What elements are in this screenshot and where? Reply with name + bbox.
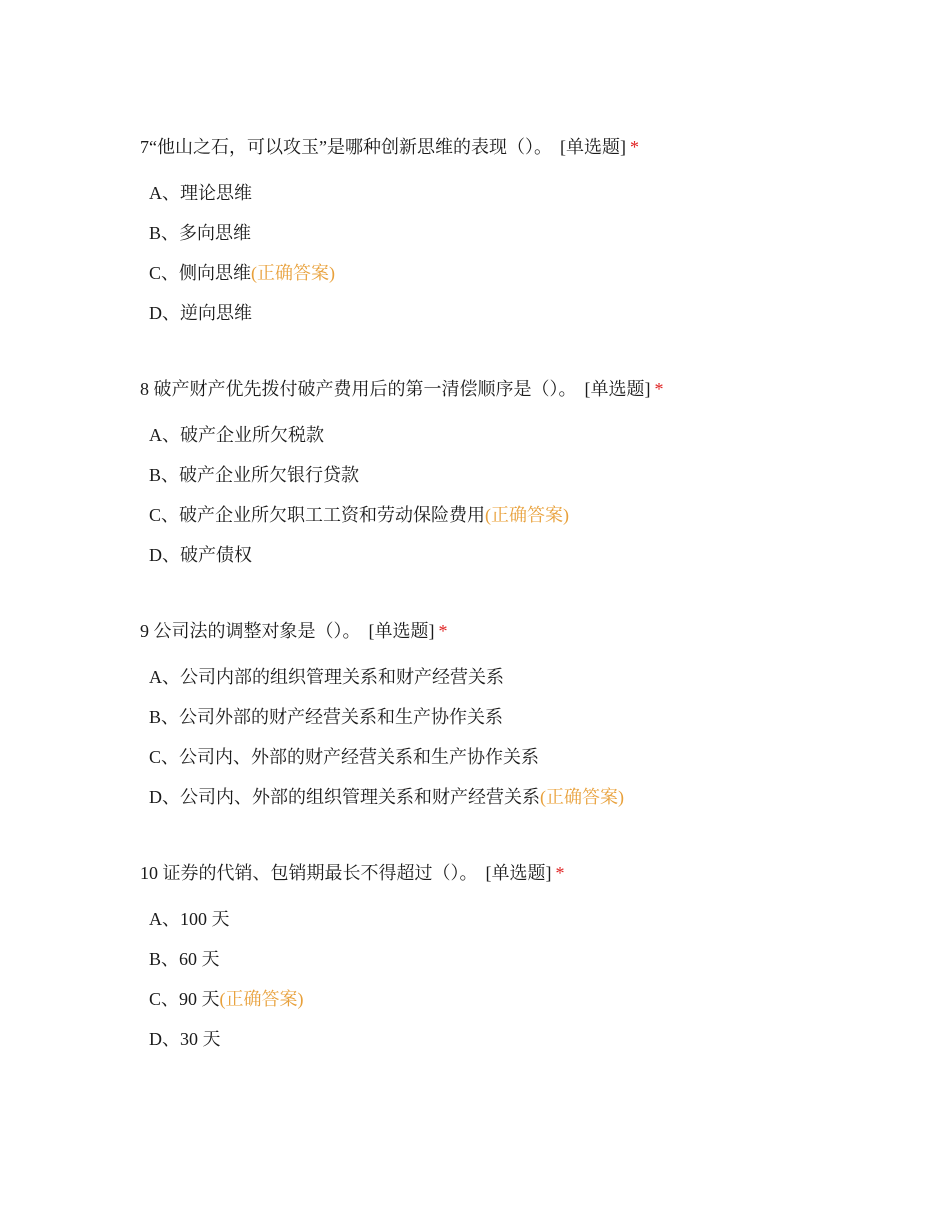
option-a: A、公司内部的组织管理关系和财产经营关系	[149, 667, 504, 687]
option-c: C、侧向思维(正确答案)	[149, 263, 336, 283]
required-marker: *	[629, 137, 639, 157]
question-title	[140, 377, 900, 401]
question-10	[140, 861, 900, 1067]
question-text: 7“他山之石，可以攻玉”是哪种创新思维的表现（）。	[140, 137, 552, 157]
option-c: C、90 天(正确答案)	[149, 989, 304, 1009]
question-type: [单选题]	[485, 863, 552, 883]
required-marker: *	[555, 863, 565, 883]
correct-answer-label: (正确答案)	[219, 989, 304, 1009]
option-a: A、100 天	[149, 909, 230, 929]
option-d: D、破产债权	[149, 545, 252, 565]
correct-answer-label: (正确答案)	[485, 505, 570, 525]
option-list	[149, 181, 900, 325]
question-text: 8 破产财产优先拨付破产费用后的第一清偿顺序是（）。	[140, 379, 577, 399]
option-b: B、破产企业所欠银行贷款	[149, 465, 360, 485]
question-title	[140, 861, 900, 885]
option-list	[149, 665, 900, 809]
correct-answer-label: (正确答案)	[251, 263, 336, 283]
question-type: [单选题]	[584, 379, 651, 399]
option-b: B、60 天	[149, 949, 220, 969]
question-type: [单选题]	[559, 137, 626, 157]
required-marker: *	[438, 621, 448, 641]
question-7	[140, 135, 900, 341]
question-type: [单选题]	[368, 621, 435, 641]
question-title	[140, 135, 900, 159]
question-title	[140, 619, 900, 643]
option-a: A、理论思维	[149, 183, 252, 203]
option-c: C、公司内、外部的财产经营关系和生产协作关系	[149, 747, 540, 767]
option-d: D、逆向思维	[149, 303, 252, 323]
question-text: 10 证券的代销、包销期最长不得超过（）。	[140, 863, 478, 883]
option-b: B、公司外部的财产经营关系和生产协作关系	[149, 707, 504, 727]
option-d: D、公司内、外部的组织管理关系和财产经营关系(正确答案)	[149, 787, 624, 807]
option-list	[149, 907, 900, 1051]
option-c: C、破产企业所欠职工工资和劳动保险费用(正确答案)	[149, 505, 570, 525]
required-marker: *	[654, 379, 664, 399]
question-9	[140, 619, 900, 825]
question-text: 9 公司法的调整对象是（）。	[140, 621, 361, 641]
option-list	[149, 423, 900, 567]
option-d: D、30 天	[149, 1029, 221, 1049]
option-a: A、破产企业所欠税款	[149, 425, 324, 445]
option-b: B、多向思维	[149, 223, 252, 243]
question-8	[140, 377, 900, 583]
correct-answer-label: (正确答案)	[540, 787, 624, 807]
